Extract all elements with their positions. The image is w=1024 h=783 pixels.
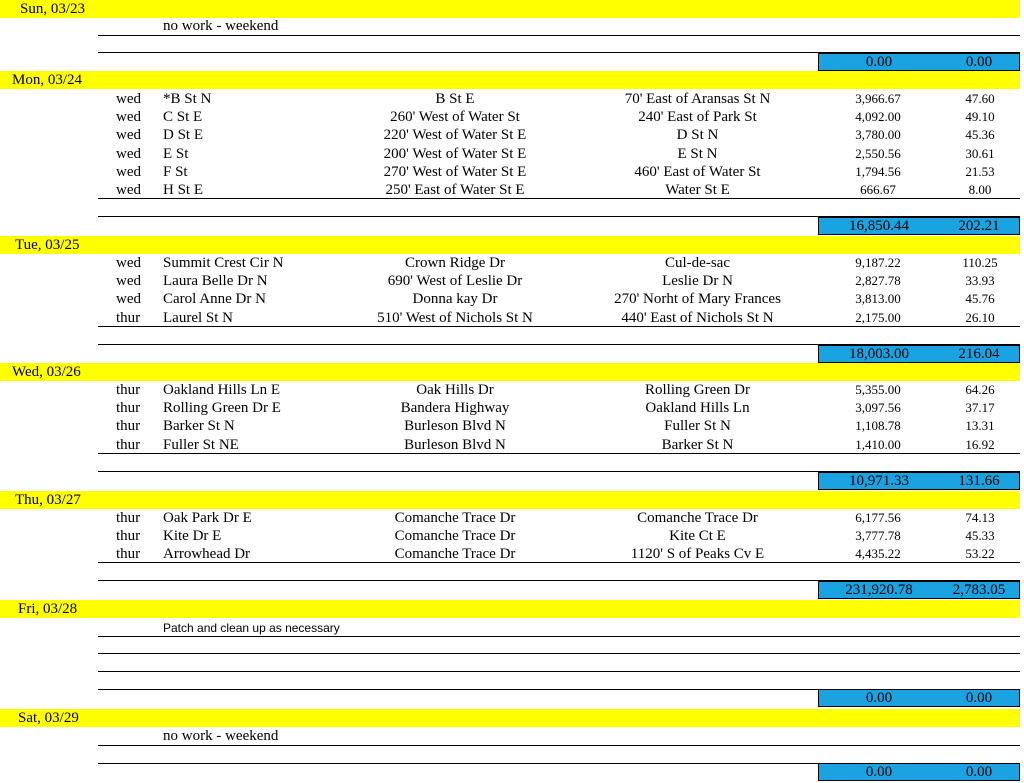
street-name: E St [163, 146, 189, 162]
area-value: 3,966.67 [855, 91, 901, 106]
day-label: Tue, 03/25 [15, 237, 80, 253]
total-area: 16,850.44 [849, 218, 909, 234]
day-header [0, 363, 1020, 381]
total-area: 0.00 [865, 764, 893, 780]
to-limit: Fuller St N [664, 418, 731, 434]
from-limit: 200' West of Water St E [383, 146, 527, 162]
work-day: thur [116, 546, 141, 562]
from-limit: Crown Ridge Dr [405, 255, 505, 271]
total-tons: 0.00 [965, 690, 993, 706]
street-name: Oakland Hills Ln E [163, 382, 281, 398]
from-limit: Burleson Blvd N [404, 437, 506, 453]
day-label: Sun, 03/23 [20, 1, 86, 17]
tons-value: 26.10 [965, 310, 995, 325]
to-limit: Comanche Trace Dr [637, 510, 758, 526]
to-limit: E St N [677, 146, 718, 162]
to-limit: Leslie Dr N [662, 273, 733, 289]
street-name: Oak Park Dr E [163, 510, 252, 526]
to-limit: Cul-de-sac [665, 255, 730, 271]
work-day: thur [116, 310, 141, 326]
total-tons: 202.21 [958, 218, 1000, 234]
total-area: 0.00 [865, 54, 893, 70]
day-header [0, 491, 1020, 509]
street-name: Kite Dr E [163, 528, 222, 544]
area-value: 9,187.22 [855, 255, 901, 270]
day-label: Fri, 03/28 [18, 601, 78, 617]
row-rule [98, 35, 1020, 36]
total-tons: 2,783.05 [952, 582, 1006, 598]
to-limit: 240' East of Park St [638, 109, 757, 125]
day-totals [818, 689, 1020, 707]
street-name: C St E [163, 109, 203, 125]
area-value: 5,355.00 [855, 382, 901, 397]
work-day: thur [116, 400, 141, 416]
tons-value: 16.92 [965, 437, 995, 452]
tons-value: 45.33 [965, 528, 995, 543]
tons-value: 110.25 [962, 255, 998, 270]
from-limit: B St E [435, 91, 475, 107]
area-value: 4,092.00 [855, 109, 901, 124]
tons-value: 33.93 [965, 273, 995, 288]
from-limit: 220' West of Water St E [383, 127, 527, 143]
tons-value: 45.76 [965, 291, 995, 306]
street-name: Laura Belle Dr N [163, 273, 268, 289]
total-area: 0.00 [865, 690, 893, 706]
day-label: Thu, 03/27 [15, 492, 81, 508]
tons-value: 47.60 [965, 91, 995, 106]
from-limit: 250' East of Water St E [385, 182, 525, 198]
day-label: Mon, 03/24 [12, 72, 83, 88]
to-limit: 1120' S of Peaks Cv E [630, 546, 765, 562]
to-limit: D St N [676, 127, 719, 143]
total-tons: 131.66 [958, 473, 1000, 489]
row-rule [98, 453, 1020, 454]
street-name: Arrowhead Dr [163, 546, 251, 562]
row-rule [98, 636, 1020, 637]
from-limit: Donna kay Dr [412, 291, 498, 307]
total-area: 18,003.00 [849, 346, 909, 362]
street-name: Fuller St NE [163, 437, 239, 453]
street-name: Summit Crest Cir N [163, 255, 284, 271]
day-header [0, 0, 1020, 18]
tons-value: 53.22 [965, 546, 995, 561]
day-totals [818, 581, 1020, 599]
street-name: *B St N [163, 91, 212, 107]
work-day: thur [116, 528, 141, 544]
to-limit: 70' East of Aransas St N [624, 91, 771, 107]
to-limit: 270' Norht of Mary Frances [614, 291, 781, 307]
to-limit: Barker St N [661, 437, 734, 453]
work-day: wed [116, 127, 141, 143]
street-name: Barker St N [163, 418, 235, 434]
work-day: wed [116, 273, 141, 289]
work-day: wed [116, 182, 141, 198]
work-day: wed [116, 109, 141, 125]
total-area: 231,920.78 [845, 582, 913, 598]
street-name: Rolling Green Dr E [163, 400, 281, 416]
day-totals [818, 345, 1020, 363]
to-limit: Water St E [665, 182, 730, 198]
from-limit: 690' West of Leslie Dr [387, 273, 523, 289]
row-rule [98, 745, 1020, 746]
row-rule [98, 198, 1020, 199]
to-limit: Oakland Hills Ln [645, 400, 750, 416]
from-limit: Comanche Trace Dr [394, 546, 516, 562]
day-note: no work - weekend [163, 728, 279, 744]
area-value: 3,097.56 [855, 400, 901, 415]
work-day: thur [116, 382, 141, 398]
day-totals [818, 472, 1020, 490]
tons-value: 37.17 [965, 400, 995, 415]
work-day: wed [116, 291, 141, 307]
day-totals [818, 53, 1020, 71]
day-label: Sat, 03/29 [18, 710, 79, 726]
tons-value: 74.13 [965, 510, 995, 525]
day-header [0, 71, 1020, 89]
area-value: 3,780.00 [855, 127, 901, 142]
tons-value: 64.26 [965, 382, 995, 397]
to-limit: 440' East of Nichols St N [621, 310, 774, 326]
area-value: 1,410.00 [855, 437, 901, 452]
from-limit: Bandera Highway [400, 400, 510, 416]
to-limit: 460' East of Water St [634, 164, 761, 180]
street-name: F St [163, 164, 188, 180]
from-limit: 270' West of Water St E [383, 164, 527, 180]
row-rule [98, 653, 1020, 654]
area-value: 666.67 [860, 182, 896, 197]
total-tons: 0.00 [965, 54, 993, 70]
area-value: 2,175.00 [855, 310, 901, 325]
work-day: thur [116, 510, 141, 526]
day-header [0, 600, 1020, 618]
tons-value: 49.10 [965, 109, 995, 124]
day-label: Wed, 03/26 [12, 364, 81, 380]
work-day: thur [116, 418, 141, 434]
row-rule [98, 326, 1020, 327]
day-totals [818, 217, 1020, 235]
street-name: Laurel St N [163, 310, 233, 326]
street-name: H St E [163, 182, 204, 198]
street-name: D St E [163, 127, 204, 143]
area-value: 1,794.56 [855, 164, 901, 179]
from-limit: 260' West of Water St [390, 109, 520, 125]
from-limit: Comanche Trace Dr [394, 510, 516, 526]
tons-value: 21.53 [965, 164, 995, 179]
work-day: wed [116, 255, 141, 271]
area-value: 4,435.22 [855, 546, 901, 561]
total-area: 10,971.33 [849, 473, 909, 489]
area-value: 6,177.56 [855, 510, 901, 525]
area-value: 3,813.00 [855, 291, 901, 306]
total-tons: 0.00 [965, 764, 993, 780]
day-totals [818, 763, 1020, 781]
tons-value: 13.31 [965, 418, 995, 433]
work-day: thur [116, 437, 141, 453]
tons-value: 45.36 [965, 127, 995, 142]
from-limit: Oak Hills Dr [416, 382, 494, 398]
street-name: Carol Anne Dr N [163, 291, 266, 307]
day-note: no work - weekend [163, 18, 279, 34]
area-value: 1,108.78 [855, 418, 901, 433]
area-value: 2,550.56 [855, 146, 901, 161]
work-day: wed [116, 146, 141, 162]
tons-value: 30.61 [965, 146, 995, 161]
area-value: 3,777.78 [855, 528, 901, 543]
work-day: wed [116, 164, 141, 180]
from-limit: 510' West of Nichols St N [377, 310, 533, 326]
to-limit: Rolling Green Dr [645, 382, 750, 398]
tons-value: 8.00 [968, 182, 992, 197]
day-header [0, 236, 1020, 254]
day-note: Patch and clean up as necessary [163, 621, 340, 635]
from-limit: Burleson Blvd N [404, 418, 506, 434]
day-header [0, 709, 1020, 727]
from-limit: Comanche Trace Dr [394, 528, 516, 544]
total-tons: 216.04 [958, 346, 1000, 362]
to-limit: Kite Ct E [669, 528, 726, 544]
row-rule [98, 562, 1020, 563]
area-value: 2,827.78 [855, 273, 901, 288]
row-rule [98, 671, 1020, 672]
work-day: wed [116, 91, 141, 107]
